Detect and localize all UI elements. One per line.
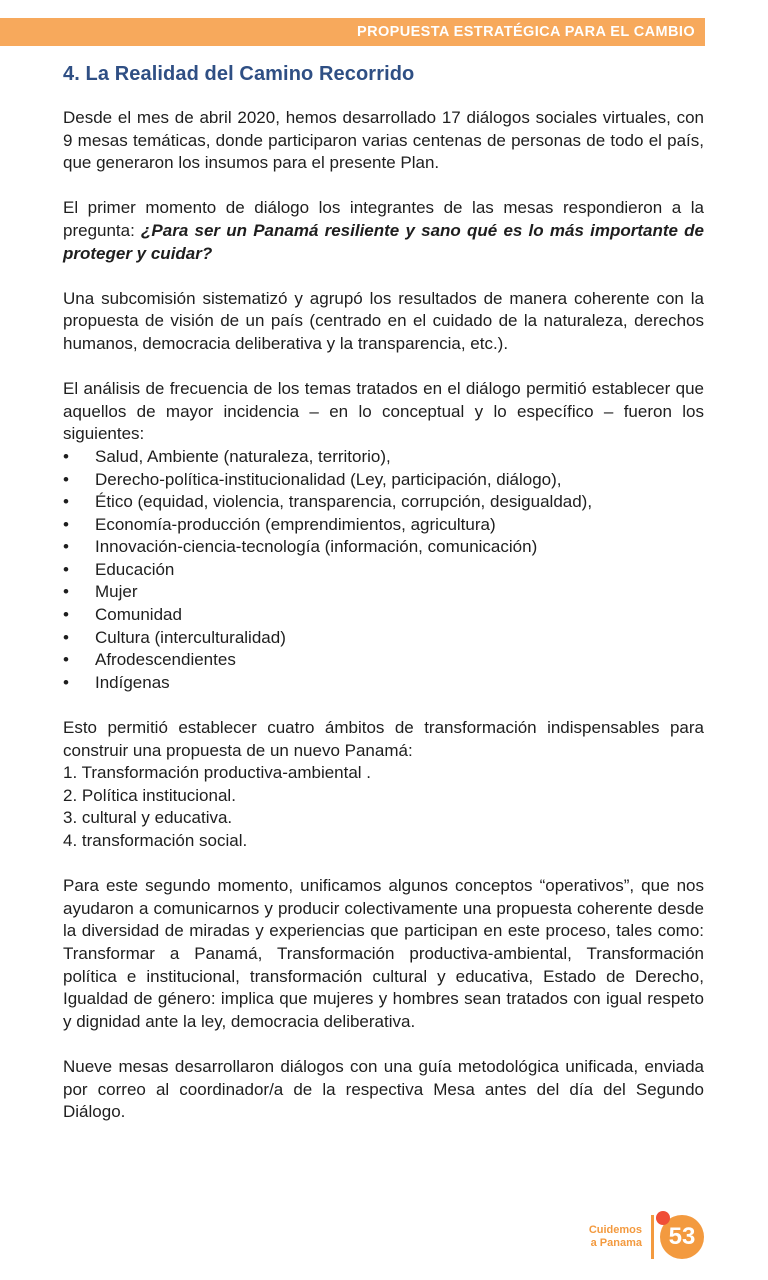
theme-label: Derecho-política-institucionalidad (Ley, participación, diálogo),: [95, 469, 562, 489]
theme-list-item: [63, 559, 704, 582]
header-banner-text: PROPUESTA ESTRATÉGICA PARA EL CAMBIO: [357, 24, 695, 40]
footer-brand: [589, 1215, 654, 1259]
paragraph-nine-tables: Nueve mesas desarrollaron diálogos con una guía metodológica unificada, enviada por correo al coordinador/a de la respectiva Mesa antes del día del Segundo Diálogo.: [63, 1056, 704, 1122]
theme-label: Mujer: [95, 582, 138, 602]
paragraph-frequency-analysis: El análisis de frecuencia de los temas tratados en el diálogo permitió establecer que aquellos de mayor incidencia – en lo conceptual y lo específico – fueron los siguientes:: [63, 379, 704, 444]
transformation-list-item: 3. cultural y educativa.: [63, 808, 233, 828]
bullet-icon: •: [63, 469, 69, 489]
theme-list-item: [63, 672, 704, 695]
bullet-icon: •: [63, 650, 69, 670]
page-number-badge: [660, 1215, 704, 1259]
theme-list-item: [63, 469, 704, 492]
bullet-icon: •: [63, 627, 69, 647]
section-title: 4. La Realidad del Camino Recorrido: [63, 63, 415, 85]
paragraph-transformation-areas: Esto permitió establecer cuatro ámbitos de transformación indispensables para construir una propuesta de un nuevo Panamá:: [63, 718, 704, 760]
page-content: [63, 60, 704, 1124]
paragraph-subcommission: Una subcomisión sistematizó y agrupó los resultados de manera coherente con la propuesta de visión de un país (centrado en el cuidado de la naturaleza, derechos humanos, democracia deliberativa y la transparencia, etc.).: [63, 288, 704, 353]
paragraph-dialogues: Desde el mes de abril 2020, hemos desarrollado 17 diálogos sociales virtuales, con 9 mesas temáticas, donde participaron varias centenas de personas de todo el país, que generaron los insumos para el presente Plan.: [63, 108, 704, 173]
theme-label: Economía-producción (emprendimientos, agricultura): [95, 514, 496, 534]
header-banner: [0, 18, 705, 46]
theme-list-item: [63, 446, 704, 469]
theme-label: Afrodescendientes: [95, 650, 236, 670]
theme-label: Educación: [95, 559, 175, 579]
footer-brand-line2: a Panama: [590, 1237, 642, 1249]
theme-list-item: [63, 536, 704, 559]
theme-list-item: [63, 514, 704, 537]
theme-list-item: [63, 604, 704, 627]
theme-list-item: [63, 627, 704, 650]
transformation-list-item: 2. Política institucional.: [63, 785, 236, 805]
transformation-list-item: 4. transformación social.: [63, 831, 248, 850]
theme-label: Comunidad: [95, 605, 182, 625]
bullet-icon: •: [63, 605, 69, 625]
paragraph-first-moment: [63, 197, 704, 265]
transformation-list: [63, 762, 704, 852]
page-number: 53: [668, 1223, 696, 1250]
paragraph-operative-concepts: Para este segundo momento, unificamos algunos conceptos “operativos”, que nos ayudaron a comunicarnos y producir colectivamente una propuesta coherente desde la diversidad de miradas y experiencias que participan en este proceso, tales como: Transformar a Panamá, Transformación productiva-ambiental, Transformación política e institucional, transformación cultural y educativa, Estado de Derecho, Igualdad de género: implica que mujeres y hombres sean tratados con igual respeto y dignidad ante la ley, democracia deliberativa.: [63, 876, 704, 1031]
footer-brand-line1: Cuidemos: [588, 1224, 642, 1236]
theme-list: [63, 446, 704, 695]
bullet-icon: •: [63, 514, 69, 534]
theme-label: Innovación-ciencia-tecnología (información, comunicación): [95, 537, 538, 557]
theme-label: Ético (equidad, violencia, transparencia, corrupción, desigualdad),: [95, 492, 593, 512]
theme-list-item: [63, 649, 704, 672]
transformation-list-item: 1. Transformación productiva-ambiental .: [63, 763, 372, 783]
theme-list-item: [63, 491, 704, 514]
theme-label: Cultura (interculturalidad): [95, 627, 286, 647]
theme-list-item: [63, 581, 704, 604]
bullet-icon: •: [63, 582, 69, 602]
bullet-icon: •: [63, 492, 69, 512]
theme-label: Indígenas: [95, 672, 170, 692]
bullet-icon: •: [63, 672, 69, 692]
bullet-icon: •: [63, 559, 69, 579]
bullet-icon: •: [63, 537, 69, 557]
first-moment-intro: El primer momento de diálogo los integrantes de las mesas respondieron a la pregunta:: [63, 198, 704, 240]
theme-label: Salud, Ambiente (naturaleza, territorio),: [95, 446, 391, 466]
first-moment-question: ¿Para ser un Panamá resiliente y sano qué es lo más importante de proteger y cuidar?: [63, 220, 704, 263]
bullet-icon: •: [63, 446, 69, 466]
page-footer: [589, 1215, 704, 1259]
